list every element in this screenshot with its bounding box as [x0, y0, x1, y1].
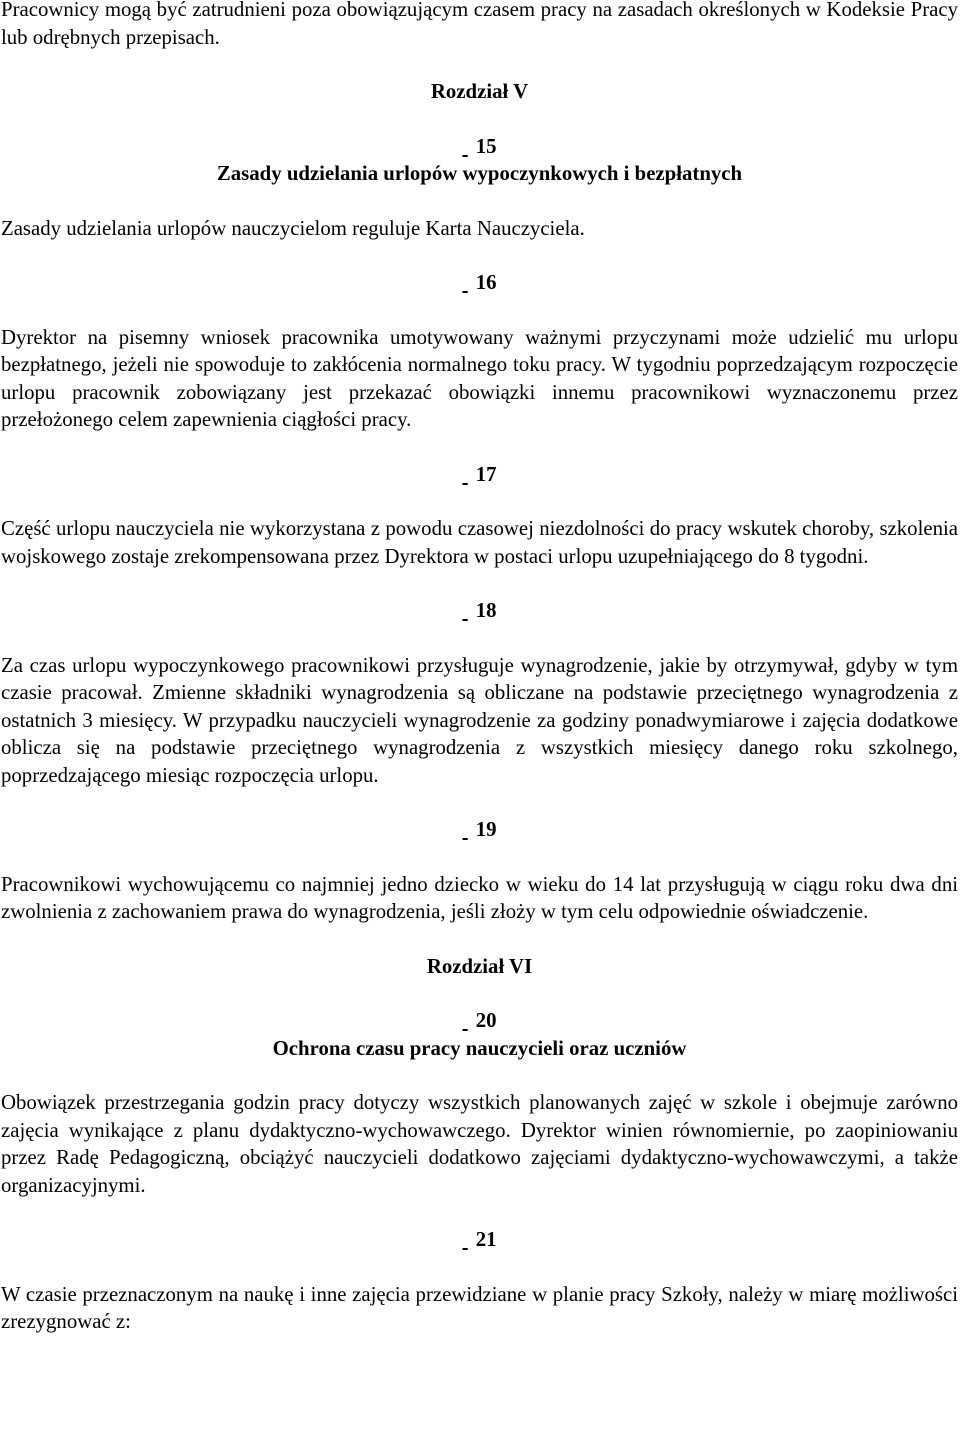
chapter-heading-v: Rozdział V — [430, 80, 529, 103]
section-title-20: Ochrona czasu pracy nauczycieli oraz uczniów — [272, 1036, 687, 1060]
section-title-15: Zasady udzielania urlopów wypoczynkowych i bezpłatnych — [216, 162, 743, 185]
section-heading-21 — [1, 1226, 958, 1254]
section-number: 18 — [475, 599, 497, 622]
paragraph-21: W czasie przeznaczonym na naukę i inne zajęcia przewidziane w planie pracy Szkoły, należy w miarę możliwości zrezygnować z: — [1, 1282, 958, 1333]
section-number: 17 — [475, 462, 497, 486]
section-sign-icon — [463, 135, 468, 158]
paragraph-intro: Pracownicy mogą być zatrudnieni poza obowiązującym czasem pracy na zasadach określonych w Kodeksie Pracy lub odrębnych przepisach. — [1, 0, 958, 49]
section-heading-15 — [1, 133, 958, 161]
paragraph-17: Część urlopu nauczyciela nie wykorzystana z powodu czasowej niezdolności do pracy wskutek choroby, szkolenia wojskowego zostaje zrekompensowana przez Dyrektora w postaci urlopu uzupełniającego do 8 tygodni. — [1, 517, 958, 568]
section-number: 15 — [475, 134, 497, 158]
paragraph-16: Dyrektor na pisemny wniosek pracownika umotywowany ważnymi przyczynami może udzielić mu urlopu bezpłatnego, jeżeli nie spowoduje to zakłócenia normalnego toku pracy. W tygodniu poprzedzającym rozpoczęcie urlopu pracownik zobowiązany jest przekazać obowiązki innemu pracownikowi wyznaczonemu przez przełożonego celem zapewnienia ciągłości pracy. — [1, 325, 958, 431]
section-heading-18 — [1, 597, 958, 625]
paragraph-18: Za czas urlopu wypoczynkowego pracownikowi przysługuje wynagrodzenie, jakie by otrzymywał, gdyby w tym czasie pracował. Zmienne składniki wynagrodzenia są obliczane na podstawie przeciętnego wynagrodzenia z ostatnich 3 miesięcy. W przypadku nauczycieli wynagrodzenie za godziny ponadwymiarowe i zajęcia dodatkowe oblicza się na podstawie przeciętnego wynagrodzenia z wszystkich miesięcy danego roku szkolnego, poprzedzającego miesiąc rozpoczęcia urlopu. — [1, 653, 958, 787]
section-number: 20 — [475, 1009, 497, 1032]
section-number: 16 — [475, 271, 497, 294]
section-sign-icon — [463, 271, 468, 294]
section-sign-icon — [463, 1228, 468, 1251]
section-heading-17 — [1, 461, 958, 489]
paragraph-20: Obowiązek przestrzegania godzin pracy dotyczy wszystkich planowanych zajęć w szkole i obejmuje zarówno zajęcia wynikające z planu dydaktyczno-wychowawczego. Dyrektor winien równomiernie, po zaopiniowaniu przez Radę Pedagogiczną, obciążyć nauczycieli dodatkowo zajęciami dydaktyczno-wychowawczymi, a także organizacyjnymi. — [1, 1091, 958, 1197]
section-sign-icon — [463, 599, 468, 622]
paragraph-15: Zasady udzielania urlopów nauczycielom reguluje Karta Nauczyciela. — [1, 216, 585, 240]
chapter-heading-vi: Rozdział VI — [426, 954, 533, 978]
section-sign-icon — [463, 463, 468, 486]
section-sign-icon — [463, 1009, 468, 1032]
section-sign-icon — [463, 818, 468, 841]
section-heading-20 — [1, 1007, 958, 1035]
section-number: 19 — [475, 818, 497, 841]
section-heading-19 — [1, 816, 958, 844]
paragraph-19: Pracownikowi wychowującemu co najmniej jedno dziecko w wieku do 14 lat przysługują w ciągu roku dwa dni zwolnienia z zachowaniem prawa do wynagrodzenia, jeśli złoży w tym celu odpowiednie oświadczenie. — [1, 872, 958, 923]
section-number: 21 — [475, 1228, 497, 1251]
section-heading-16 — [1, 269, 958, 297]
